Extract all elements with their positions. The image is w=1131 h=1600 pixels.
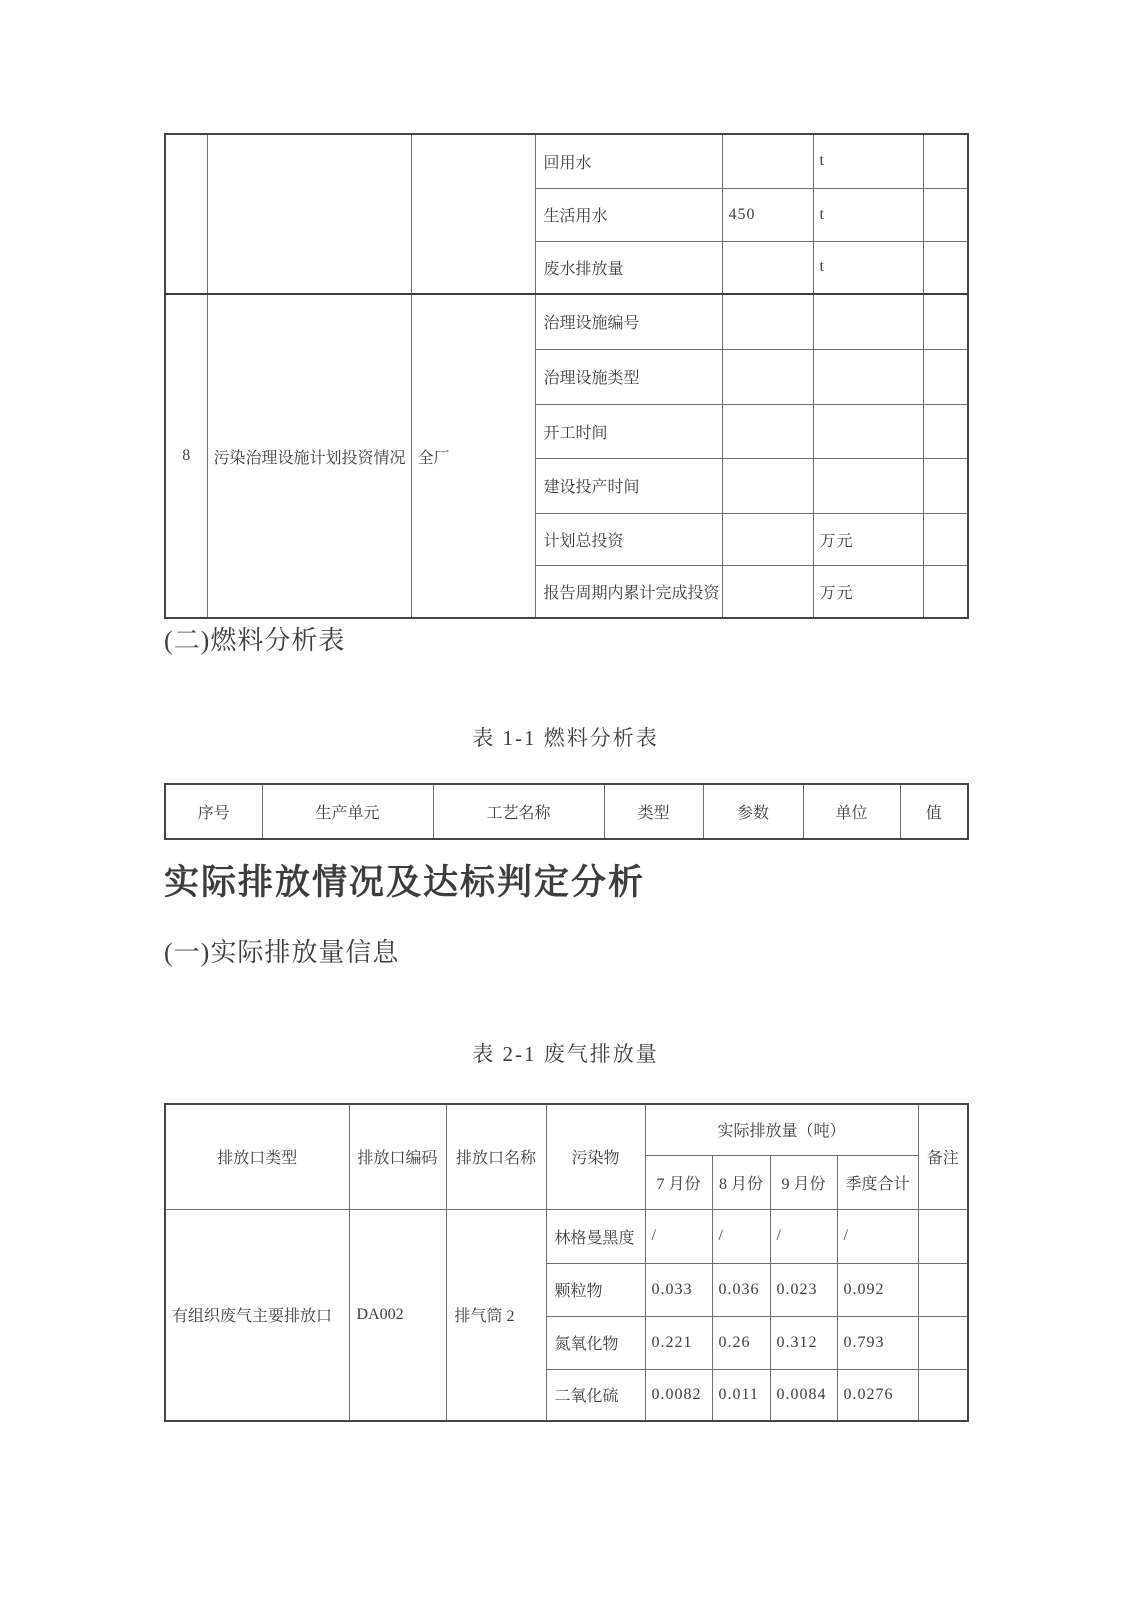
quarter-total-cell: 0.092 xyxy=(837,1263,918,1316)
remark-cell xyxy=(923,458,968,513)
remark-cell xyxy=(923,349,968,404)
header-outlet-code: 排放口编码 xyxy=(349,1104,446,1209)
item-cell: 生活用水 xyxy=(535,188,722,241)
header-actual-emission: 实际排放量（吨） xyxy=(645,1104,918,1155)
item-cell: 计划总投资 xyxy=(535,513,722,565)
pollutant-cell: 二氧化硫 xyxy=(546,1369,645,1421)
september-value-cell: / xyxy=(770,1209,837,1263)
fuel-table-caption: 表 1-1 燃料分析表 xyxy=(472,726,659,750)
remark-cell xyxy=(918,1263,968,1316)
remark-cell xyxy=(918,1209,968,1263)
item-cell: 治理设施编号 xyxy=(535,294,722,349)
header-pollutant: 污染物 xyxy=(546,1104,645,1209)
july-value-cell: 0.033 xyxy=(645,1263,712,1316)
value-cell xyxy=(722,294,813,349)
item-cell: 开工时间 xyxy=(535,404,722,458)
header-august: 8 月份 xyxy=(712,1155,770,1209)
name-cell: 污染治理设施计划投资情况 xyxy=(207,294,411,618)
item-cell: 回用水 xyxy=(535,134,722,188)
emission-table-caption: 表 2-1 废气排放量 xyxy=(472,1042,659,1066)
unit-cell: t xyxy=(813,241,923,294)
remark-cell xyxy=(918,1316,968,1369)
scope-cell xyxy=(411,134,535,294)
header-quarter-total: 季度合计 xyxy=(837,1155,918,1209)
value-cell xyxy=(722,241,813,294)
unit-cell: 万元 xyxy=(813,565,923,618)
table-header-row xyxy=(165,784,968,839)
august-value-cell: 0.011 xyxy=(712,1369,770,1421)
september-value-cell: 0.0084 xyxy=(770,1369,837,1421)
quarter-total-cell: / xyxy=(837,1209,918,1263)
header-september: 9 月份 xyxy=(770,1155,837,1209)
item-cell: 废水排放量 xyxy=(535,241,722,294)
header-parameter: 参数 xyxy=(703,784,803,839)
header-type: 类型 xyxy=(604,784,703,839)
fuel-section-heading: (二)燃料分析表 xyxy=(164,626,346,655)
unit-cell: 万元 xyxy=(813,513,923,565)
name-cell xyxy=(207,134,411,294)
remark-cell xyxy=(923,294,968,349)
july-value-cell: / xyxy=(645,1209,712,1263)
unit-cell: t xyxy=(813,188,923,241)
seq-cell: 8 xyxy=(165,294,207,618)
july-value-cell: 0.221 xyxy=(645,1316,712,1369)
header-production-unit: 生产单元 xyxy=(262,784,433,839)
table-row xyxy=(165,134,968,188)
emission-subsection-heading: (一)实际排放量信息 xyxy=(164,938,400,967)
august-value-cell: 0.26 xyxy=(712,1316,770,1369)
scope-cell: 全厂 xyxy=(411,294,535,618)
unit-cell: t xyxy=(813,134,923,188)
unit-cell xyxy=(813,349,923,404)
header-outlet-type: 排放口类型 xyxy=(165,1104,349,1209)
august-value-cell: / xyxy=(712,1209,770,1263)
outlet-code-cell: DA002 xyxy=(349,1209,446,1421)
august-value-cell: 0.036 xyxy=(712,1263,770,1316)
july-value-cell: 0.0082 xyxy=(645,1369,712,1421)
value-cell xyxy=(722,349,813,404)
remark-cell xyxy=(923,565,968,618)
pollutant-cell: 林格曼黑度 xyxy=(546,1209,645,1263)
remark-cell xyxy=(918,1369,968,1421)
header-unit: 单位 xyxy=(803,784,900,839)
investment-table xyxy=(164,133,969,619)
header-process-name: 工艺名称 xyxy=(433,784,604,839)
value-cell: 450 xyxy=(722,188,813,241)
item-cell: 治理设施类型 xyxy=(535,349,722,404)
september-value-cell: 0.023 xyxy=(770,1263,837,1316)
remark-cell xyxy=(923,134,968,188)
header-value: 值 xyxy=(900,784,968,839)
waste-gas-emission-table xyxy=(164,1103,969,1422)
value-cell xyxy=(722,134,813,188)
outlet-name-cell: 排气筒 2 xyxy=(446,1209,546,1421)
item-cell: 报告周期内累计完成投资 xyxy=(535,565,722,618)
unit-cell xyxy=(813,294,923,349)
header-remark: 备注 xyxy=(918,1104,968,1209)
value-cell xyxy=(722,404,813,458)
remark-cell xyxy=(923,404,968,458)
header-july: 7 月份 xyxy=(645,1155,712,1209)
header-seq: 序号 xyxy=(165,784,262,839)
pollutant-cell: 颗粒物 xyxy=(546,1263,645,1316)
remark-cell xyxy=(923,241,968,294)
header-outlet-name: 排放口名称 xyxy=(446,1104,546,1209)
table-row xyxy=(165,294,968,349)
september-value-cell: 0.312 xyxy=(770,1316,837,1369)
quarter-total-cell: 0.0276 xyxy=(837,1369,918,1421)
item-cell: 建设投产时间 xyxy=(535,458,722,513)
table-row xyxy=(165,1209,968,1263)
unit-cell xyxy=(813,404,923,458)
value-cell xyxy=(722,458,813,513)
outlet-type-cell: 有组织废气主要排放口 xyxy=(165,1209,349,1421)
quarter-total-cell: 0.793 xyxy=(837,1316,918,1369)
table-header-row xyxy=(165,1104,968,1155)
fuel-analysis-table xyxy=(164,783,969,840)
value-cell xyxy=(722,565,813,618)
emission-section-heading: 实际排放情况及达标判定分析 xyxy=(164,863,646,902)
unit-cell xyxy=(813,458,923,513)
pollutant-cell: 氮氧化物 xyxy=(546,1316,645,1369)
remark-cell xyxy=(923,513,968,565)
seq-cell xyxy=(165,134,207,294)
remark-cell xyxy=(923,188,968,241)
value-cell xyxy=(722,513,813,565)
